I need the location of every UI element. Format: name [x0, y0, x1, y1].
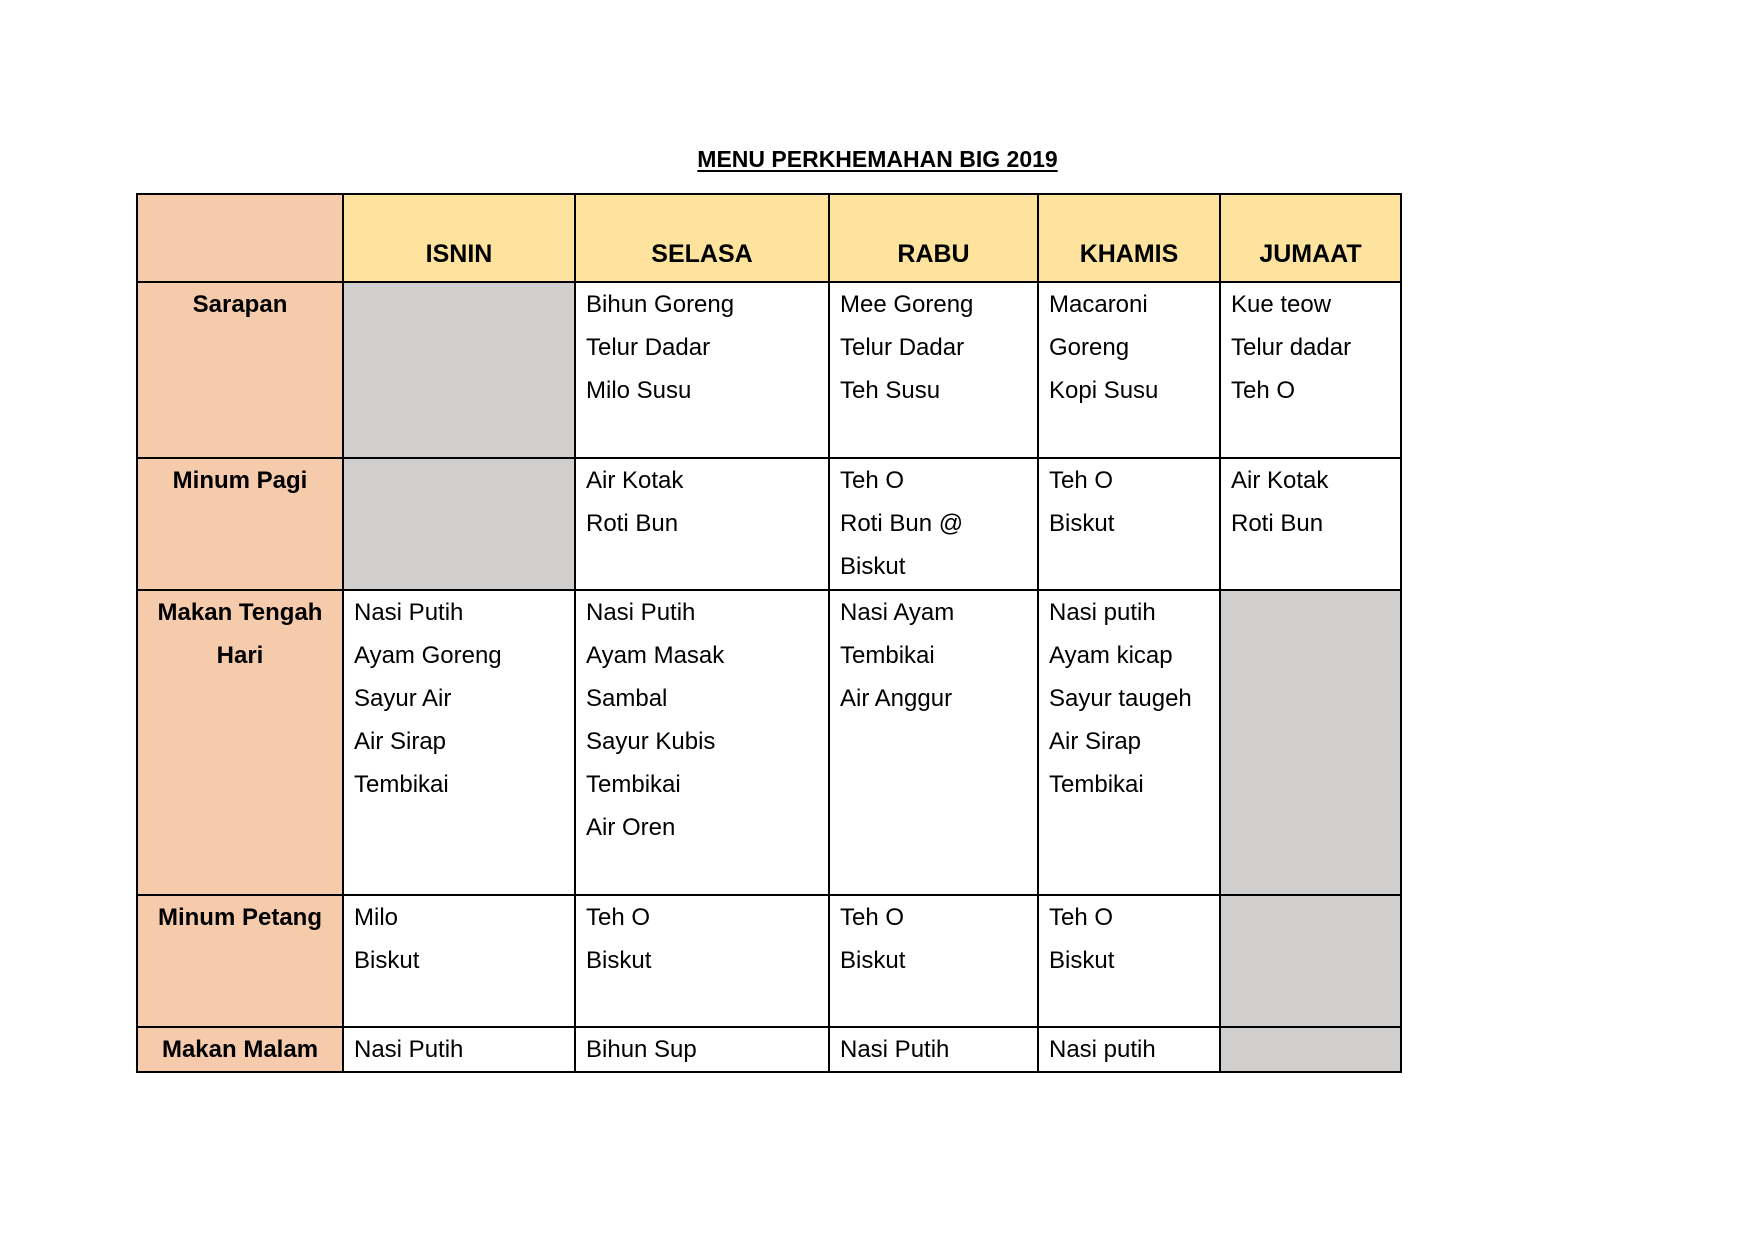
menu-table	[136, 193, 1402, 1073]
menu-item: Nasi Putih	[586, 599, 696, 626]
meal-label: Minum Petang	[157, 904, 322, 931]
meal-row	[137, 1027, 1401, 1072]
menu-item: Tembikai	[354, 771, 449, 798]
meal-label-cell	[137, 458, 343, 590]
menu-item: Biskut	[586, 947, 652, 974]
menu-cell-selasa	[575, 895, 829, 1027]
menu-item: Sayur taugeh	[1049, 685, 1192, 712]
menu-item-list	[586, 459, 828, 545]
menu-item: Macaroni	[1049, 291, 1148, 318]
menu-item-list	[1231, 459, 1400, 545]
menu-item: Roti Bun	[1231, 510, 1324, 537]
menu-item-list	[1049, 459, 1219, 545]
menu-cell-rabu	[829, 590, 1038, 895]
meal-label: Sarapan	[192, 291, 288, 318]
menu-cell-khamis	[1038, 590, 1220, 895]
menu-item: Bihun Goreng	[586, 291, 735, 318]
menu-cell-khamis	[1038, 1027, 1220, 1072]
menu-item-list	[840, 896, 1037, 982]
menu-item: Kue teow	[1231, 291, 1332, 318]
menu-cell-isnin	[343, 590, 575, 895]
menu-item-list	[586, 1028, 828, 1071]
menu-item: Air Kotak	[586, 467, 684, 494]
menu-item: Ayam Masak	[586, 642, 725, 669]
menu-item-list	[1231, 283, 1400, 412]
menu-cell-rabu	[829, 1027, 1038, 1072]
menu-item: Mee Goreng	[840, 291, 974, 318]
meal-row	[137, 590, 1401, 895]
menu-item: Milo	[354, 904, 399, 931]
meal-label: Makan Malam	[161, 1036, 319, 1063]
menu-item: Telur dadar	[1231, 334, 1352, 361]
menu-item-list	[1049, 896, 1219, 982]
empty-cell-isnin	[343, 458, 575, 590]
menu-cell-rabu	[829, 282, 1038, 458]
menu-item-list	[840, 591, 1037, 720]
menu-item: Air Anggur	[840, 685, 953, 712]
menu-cell-selasa	[575, 590, 829, 895]
empty-cell-jumaat	[1220, 1027, 1401, 1072]
menu-cell-khamis	[1038, 282, 1220, 458]
menu-item: Telur Dadar	[586, 334, 711, 361]
menu-item: Nasi Ayam	[840, 599, 955, 626]
menu-item: Teh O	[840, 467, 905, 494]
day-header-khamis: KHAMIS	[1038, 194, 1220, 282]
menu-item: Air Sirap	[1049, 728, 1142, 755]
menu-cell-khamis	[1038, 895, 1220, 1027]
meal-row	[137, 282, 1401, 458]
menu-cell-rabu	[829, 895, 1038, 1027]
menu-cell-selasa	[575, 458, 829, 590]
menu-item: Teh O	[1049, 904, 1114, 931]
menu-item: Biskut	[840, 947, 906, 974]
menu-item-list	[840, 459, 1037, 588]
menu-item: Ayam kicap	[1049, 642, 1173, 669]
empty-cell-jumaat	[1220, 895, 1401, 1027]
menu-item: Milo Susu	[586, 377, 692, 404]
menu-item: Tembikai	[1049, 771, 1144, 798]
menu-item: Teh O	[586, 904, 651, 931]
menu-item: Tembikai	[840, 642, 935, 669]
menu-item-list	[354, 1028, 574, 1071]
menu-item: Nasi putih	[1049, 1036, 1156, 1063]
menu-item: Telur Dadar	[840, 334, 965, 361]
menu-item: Biskut	[1049, 510, 1115, 537]
menu-cell-selasa	[575, 282, 829, 458]
day-header-selasa: SELASA	[575, 194, 829, 282]
menu-item: Nasi Putih	[354, 1036, 464, 1063]
menu-item: Biskut	[354, 947, 420, 974]
menu-item: Biskut	[1049, 947, 1115, 974]
menu-cell-jumaat	[1220, 458, 1401, 590]
menu-item: Teh O	[840, 904, 905, 931]
menu-item: Ayam Goreng	[354, 642, 502, 669]
menu-item: Teh O	[1231, 377, 1296, 404]
document-title: MENU PERKHEMAHAN BIG 2019	[697, 146, 1058, 172]
meal-label-cell	[137, 590, 343, 895]
day-header-row	[137, 194, 1401, 282]
menu-item-list	[840, 283, 1037, 412]
menu-item: Nasi Putih	[354, 599, 464, 626]
menu-item: Goreng	[1049, 334, 1130, 361]
menu-item-list	[354, 896, 574, 982]
meal-label-cell	[137, 895, 343, 1027]
menu-item-list	[354, 591, 574, 806]
menu-cell-selasa	[575, 1027, 829, 1072]
menu-item: Roti Bun @	[840, 510, 964, 537]
day-header-isnin: ISNIN	[343, 194, 575, 282]
menu-item: Nasi Putih	[840, 1036, 950, 1063]
menu-item: Nasi putih	[1049, 599, 1156, 626]
menu-item-list	[586, 896, 828, 982]
day-header-jumaat: JUMAAT	[1220, 194, 1401, 282]
menu-item-list	[1049, 591, 1219, 806]
menu-item: Roti Bun	[586, 510, 679, 537]
menu-item: Kopi Susu	[1049, 377, 1159, 404]
menu-cell-isnin	[343, 1027, 575, 1072]
day-header-rabu: RABU	[829, 194, 1038, 282]
menu-cell-jumaat	[1220, 282, 1401, 458]
menu-cell-isnin	[343, 895, 575, 1027]
empty-cell-jumaat	[1220, 590, 1401, 895]
meal-row	[137, 895, 1401, 1027]
menu-item-list	[586, 591, 828, 849]
menu-item: Sambal	[586, 685, 668, 712]
menu-item-list	[1049, 283, 1219, 412]
menu-item: Sayur Kubis	[586, 728, 716, 755]
meal-label: Makan Tengah Hari	[157, 599, 323, 669]
menu-item: Tembikai	[586, 771, 681, 798]
menu-item-list	[1049, 1028, 1219, 1071]
menu-cell-rabu	[829, 458, 1038, 590]
menu-item: Teh Susu	[840, 377, 941, 404]
menu-item: Bihun Sup	[586, 1036, 697, 1063]
menu-item-list	[586, 283, 828, 412]
meal-row	[137, 458, 1401, 590]
meal-label: Minum Pagi	[172, 467, 308, 494]
menu-item-list	[840, 1028, 1037, 1071]
empty-cell-isnin	[343, 282, 575, 458]
menu-cell-khamis	[1038, 458, 1220, 590]
menu-item: Air Sirap	[354, 728, 447, 755]
corner-cell	[137, 194, 343, 282]
menu-item: Air Oren	[586, 814, 676, 841]
menu-item: Sayur Air	[354, 685, 452, 712]
menu-item: Air Kotak	[1231, 467, 1329, 494]
meal-label-cell	[137, 282, 343, 458]
menu-item: Biskut	[840, 553, 906, 580]
meal-label-cell	[137, 1027, 343, 1072]
menu-item: Teh O	[1049, 467, 1114, 494]
